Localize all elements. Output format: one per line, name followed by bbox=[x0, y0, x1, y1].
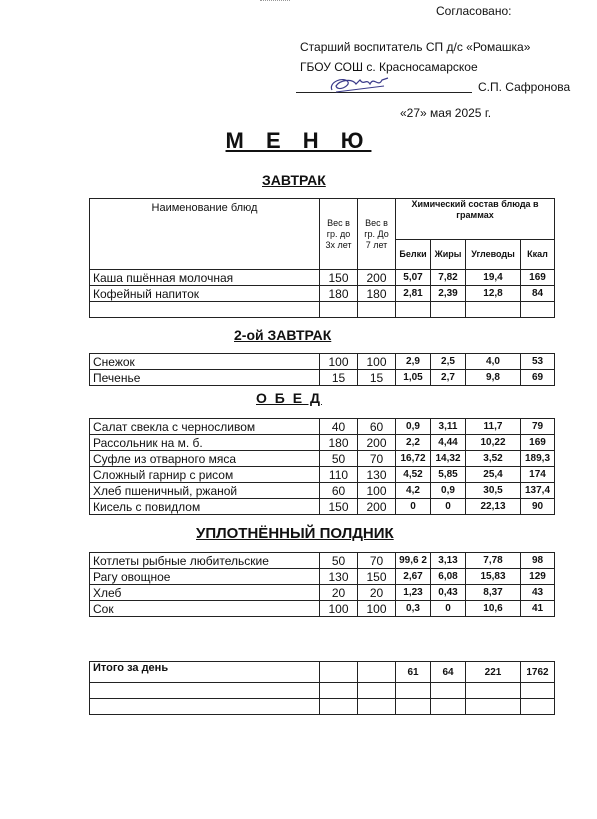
table-row bbox=[90, 601, 555, 617]
kcal-value: 69 bbox=[521, 370, 555, 386]
weight-3: 100 bbox=[320, 601, 358, 617]
approval-school: ГБОУ СОШ с. Красносамарское bbox=[300, 60, 478, 74]
dish-name: Кисель с повидлом bbox=[90, 499, 320, 515]
section-lunch: О Б Е Д bbox=[256, 390, 322, 406]
dish-name: Рассольник на м. б. bbox=[90, 435, 320, 451]
page-title: М Е Н Ю bbox=[225, 128, 372, 153]
table-row bbox=[90, 286, 555, 302]
weight-3: 15 bbox=[320, 370, 358, 386]
breakfast-rows bbox=[90, 270, 555, 302]
top-mark bbox=[260, 0, 290, 5]
protein-value: 16,72 bbox=[396, 451, 431, 467]
weight-3: 180 bbox=[320, 435, 358, 451]
approval-name: С.П. Сафронова bbox=[478, 80, 571, 94]
snack-table bbox=[89, 552, 555, 617]
lunch-table bbox=[89, 418, 555, 515]
weight-7: 70 bbox=[358, 553, 396, 569]
kcal-value: 174 bbox=[521, 467, 555, 483]
fat-value: 0,43 bbox=[431, 585, 466, 601]
protein-value: 1,23 bbox=[396, 585, 431, 601]
protein-value: 0,9 bbox=[396, 419, 431, 435]
kcal-value: 90 bbox=[521, 499, 555, 515]
dish-name: Хлеб пшеничный, ржаной bbox=[90, 483, 320, 499]
carbs-value: 4,0 bbox=[466, 354, 521, 370]
table-row bbox=[90, 499, 555, 515]
fat-value: 14,32 bbox=[431, 451, 466, 467]
kcal-value: 169 bbox=[521, 270, 555, 286]
section-breakfast: ЗАВТРАК bbox=[262, 172, 326, 188]
table-row bbox=[90, 270, 555, 286]
protein-value: 2,2 bbox=[396, 435, 431, 451]
carbs-value: 30,5 bbox=[466, 483, 521, 499]
kcal-value: 129 bbox=[521, 569, 555, 585]
carbs-value: 22,13 bbox=[466, 499, 521, 515]
kcal-value: 98 bbox=[521, 553, 555, 569]
kcal-value: 137,4 bbox=[521, 483, 555, 499]
empty-row bbox=[90, 699, 555, 715]
total-carbs: 221 bbox=[466, 662, 521, 683]
approval-agreed: Согласовано: bbox=[436, 4, 512, 18]
lunch-rows bbox=[90, 419, 555, 515]
kcal-value: 43 bbox=[521, 585, 555, 601]
dish-name: Кофейный напиток bbox=[90, 286, 320, 302]
breakfast2-table bbox=[89, 353, 555, 386]
header-kcal: Ккал bbox=[521, 240, 555, 270]
protein-value: 4,2 bbox=[396, 483, 431, 499]
weight-3: 60 bbox=[320, 483, 358, 499]
table-row bbox=[90, 483, 555, 499]
dish-name: Сок bbox=[90, 601, 320, 617]
header-weight3: Вес в гр. до 3х лет bbox=[320, 199, 358, 270]
weight-7: 70 bbox=[358, 451, 396, 467]
header-weight7: Вес в гр. До 7 лет bbox=[358, 199, 396, 270]
protein-value: 2,9 bbox=[396, 354, 431, 370]
dish-name: Каша пшённая молочная bbox=[90, 270, 320, 286]
protein-value: 2,81 bbox=[396, 286, 431, 302]
fat-value: 3,13 bbox=[431, 553, 466, 569]
kcal-value: 41 bbox=[521, 601, 555, 617]
dish-name: Суфле из отварного мяса bbox=[90, 451, 320, 467]
header-fat: Жиры bbox=[431, 240, 466, 270]
weight-7: 15 bbox=[358, 370, 396, 386]
dish-name: Сложный гарнир с рисом bbox=[90, 467, 320, 483]
weight-3: 150 bbox=[320, 499, 358, 515]
snack-rows bbox=[90, 553, 555, 617]
dish-name: Котлеты рыбные любительские bbox=[90, 553, 320, 569]
weight-3: 40 bbox=[320, 419, 358, 435]
carbs-value: 15,83 bbox=[466, 569, 521, 585]
table-row bbox=[90, 370, 555, 386]
kcal-value: 189,3 bbox=[521, 451, 555, 467]
fat-value: 7,82 bbox=[431, 270, 466, 286]
total-label: Итого за день bbox=[90, 662, 320, 683]
approval-date: «27» мая 2025 г. bbox=[400, 106, 492, 120]
table-row bbox=[90, 569, 555, 585]
empty-row bbox=[90, 683, 555, 699]
header-chem: Химический состав блюда в граммах bbox=[396, 199, 555, 240]
dish-name: Рагу овощное bbox=[90, 569, 320, 585]
kcal-value: 84 bbox=[521, 286, 555, 302]
approval-position: Старший воспитатель СП д/с «Ромашка» bbox=[300, 40, 531, 54]
fat-value: 0 bbox=[431, 499, 466, 515]
header-protein: Белки bbox=[396, 240, 431, 270]
fat-value: 2,39 bbox=[431, 286, 466, 302]
fat-value: 0 bbox=[431, 601, 466, 617]
weight-3: 150 bbox=[320, 270, 358, 286]
weight-3: 130 bbox=[320, 569, 358, 585]
weight-7: 150 bbox=[358, 569, 396, 585]
weight-3: 50 bbox=[320, 451, 358, 467]
weight-3: 100 bbox=[320, 354, 358, 370]
protein-value: 2,67 bbox=[396, 569, 431, 585]
protein-value: 0 bbox=[396, 499, 431, 515]
table-row bbox=[90, 467, 555, 483]
dish-name: Печенье bbox=[90, 370, 320, 386]
fat-value: 2,7 bbox=[431, 370, 466, 386]
signature-icon bbox=[326, 72, 396, 98]
empty-row bbox=[90, 302, 555, 318]
carbs-value: 19,4 bbox=[466, 270, 521, 286]
protein-value: 5,07 bbox=[396, 270, 431, 286]
header-carbs: Углеводы bbox=[466, 240, 521, 270]
weight-7: 200 bbox=[358, 270, 396, 286]
table-row bbox=[90, 435, 555, 451]
carbs-value: 3,52 bbox=[466, 451, 521, 467]
weight-3: 180 bbox=[320, 286, 358, 302]
kcal-value: 53 bbox=[521, 354, 555, 370]
table-row bbox=[90, 553, 555, 569]
carbs-value: 10,6 bbox=[466, 601, 521, 617]
carbs-value: 10,22 bbox=[466, 435, 521, 451]
carbs-value: 11,7 bbox=[466, 419, 521, 435]
kcal-value: 79 bbox=[521, 419, 555, 435]
section-breakfast2: 2-ой ЗАВТРАК bbox=[234, 327, 332, 343]
weight-7: 100 bbox=[358, 601, 396, 617]
dish-name: Снежок bbox=[90, 354, 320, 370]
total-fat: 64 bbox=[431, 662, 466, 683]
fat-value: 2,5 bbox=[431, 354, 466, 370]
weight-7: 130 bbox=[358, 467, 396, 483]
weight-7: 100 bbox=[358, 483, 396, 499]
weight-7: 200 bbox=[358, 499, 396, 515]
weight-7: 60 bbox=[358, 419, 396, 435]
total-table bbox=[89, 661, 555, 715]
fat-value: 0,9 bbox=[431, 483, 466, 499]
breakfast2-rows bbox=[90, 354, 555, 386]
weight-7: 100 bbox=[358, 354, 396, 370]
total-protein: 61 bbox=[396, 662, 431, 683]
carbs-value: 7,78 bbox=[466, 553, 521, 569]
dish-name: Хлеб bbox=[90, 585, 320, 601]
carbs-value: 8,37 bbox=[466, 585, 521, 601]
header-row bbox=[90, 199, 555, 240]
weight-3: 20 bbox=[320, 585, 358, 601]
section-snack: УПЛОТНЁННЫЙ ПОЛДНИК bbox=[196, 525, 394, 542]
weight-7: 200 bbox=[358, 435, 396, 451]
protein-value: 99,6 2 bbox=[396, 553, 431, 569]
table-row bbox=[90, 451, 555, 467]
fat-value: 3,11 bbox=[431, 419, 466, 435]
breakfast-table bbox=[89, 198, 555, 318]
protein-value: 0,3 bbox=[396, 601, 431, 617]
total-row bbox=[90, 662, 555, 683]
total-kcal: 1762 bbox=[521, 662, 555, 683]
weight-3: 50 bbox=[320, 553, 358, 569]
dish-name: Салат свекла с черносливом bbox=[90, 419, 320, 435]
carbs-value: 12,8 bbox=[466, 286, 521, 302]
carbs-value: 25,4 bbox=[466, 467, 521, 483]
header-dish: Наименование блюд bbox=[90, 199, 320, 270]
carbs-value: 9,8 bbox=[466, 370, 521, 386]
weight-7: 180 bbox=[358, 286, 396, 302]
table-row bbox=[90, 585, 555, 601]
kcal-value: 169 bbox=[521, 435, 555, 451]
protein-value: 4,52 bbox=[396, 467, 431, 483]
fat-value: 4,44 bbox=[431, 435, 466, 451]
fat-value: 6,08 bbox=[431, 569, 466, 585]
protein-value: 1,05 bbox=[396, 370, 431, 386]
weight-3: 110 bbox=[320, 467, 358, 483]
table-row bbox=[90, 419, 555, 435]
weight-7: 20 bbox=[358, 585, 396, 601]
fat-value: 5,85 bbox=[431, 467, 466, 483]
table-row bbox=[90, 354, 555, 370]
